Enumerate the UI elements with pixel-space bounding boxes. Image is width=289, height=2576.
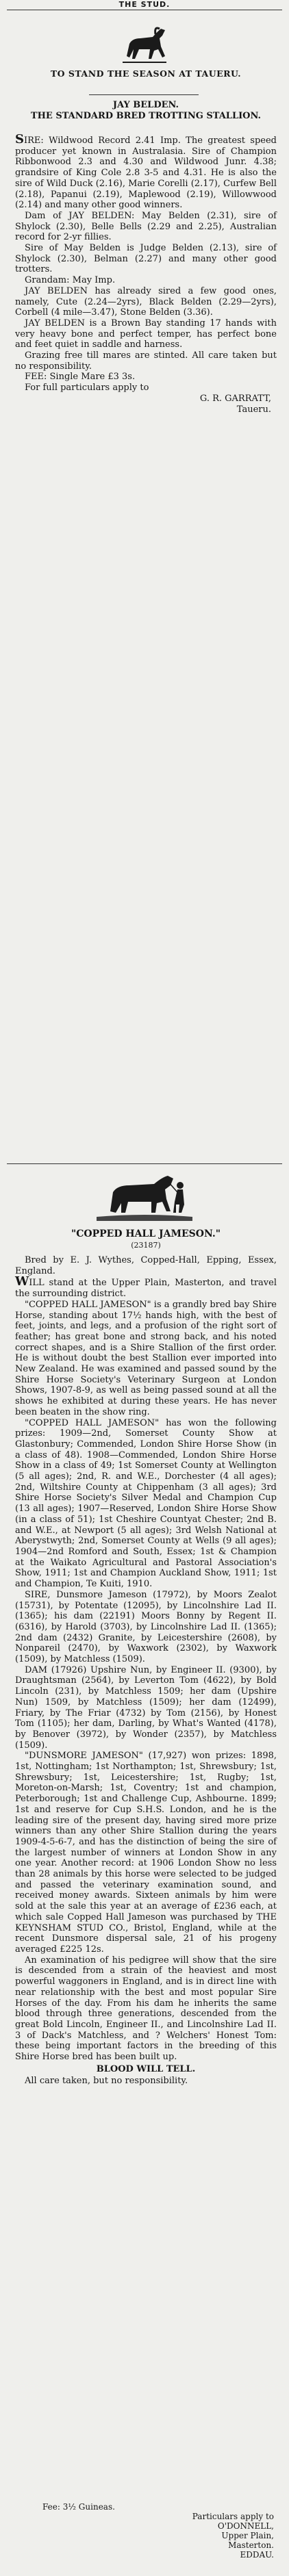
- fee-paragraph: FEE: Single Mare £3 3s.: [25, 372, 136, 383]
- dunsmore-paragraph: "DUNSMORE JAMESON" (17,927) won prizes: 1898, 1st, Nottingham; 1st Northampton; 1st, Shrewsbury; 1st, Shrewsbury; 1st, Leicestershire; 1st, Rugby; 1st, Moreton-on-Marsh; 1st, Coventry; 1st and champion, Peterborough; 1st and Challenge Cup, Ashbourne. 1899; 1st and reserve for Cup S.H.S. London, and he is the leading sire of the present day, having sired more prize winners than any other Shire Stallion during the years 1909-4-5-6-7, and has the distinction of being the sire of the largest number of winners at London Show in any one year. Another record: at 1906 London Show no less than 28 animals by this horse were selected to be judged and passed the veterinary examination sound, and received money awards. Sixteen animals by him were sold at the sale this year at an average of £236 each, at which sale Copped Hall Jameson was purchased by THE KEYNSHAM STUD CO., Bristol, England, while at the recent Dunsmore dispersal sale, 21 of his progeny averaged £225 12s.: [15, 1751, 277, 1955]
- dam-pedigree-paragraph: DAM (17926) Upshire Nun, by Engineer II. (9300), by Draughtsman (2564), by Leverton Tom (4622), by Bold Lincoln (231), by Matchless 1509; her dam (Upshire Nun) 1509, by Matchless (1509); her dam (12499), Friary, by The Friar (4732) by Tom (2156), by Honest Tom (1105); her dam, Darling, by What's Wanted (4178), by Benover (3972), by Wonder (2357), by Matchless (1509).: [15, 1664, 277, 1751]
- responsibility-paragraph: All care taken, but no responsibility.: [25, 2076, 188, 2087]
- ad-jay-belden-body: [15, 134, 277, 415]
- ad-jay-belden-heading: [15, 68, 277, 79]
- grandam-paragraph: Grandam: May Imp.: [25, 275, 116, 286]
- trailing-text: EDDAU.: [240, 2550, 274, 2560]
- stud-number: (23187): [131, 1240, 161, 1250]
- fee-line: [15, 2502, 277, 2512]
- sire-paragraph: SIRE: Wildwood Record 2.41 Imp. The greatest speed producer yet known in Australasia. Sire of Champion Ribbonwood 2.3 and 4.30 and Wildwood Junr. 4.38; grandsire of King Cole 2.8 3-5 and 4.31. He is also the sire of Wild Duck (2.16), Marie Corelli (2.17), Curfew Bell (2.18), Papanui (2.19), Maplewood (2.19), Willowwood (2.14) and many other good winners.: [15, 132, 277, 211]
- trotting-horse-icon: [120, 23, 169, 66]
- sire-pedigree-paragraph: SIRE, Dunsmore Jameson (17972), by Moors Zealot (15731), by Potentate (12095), by Lincolnshire Lad II. (1365); his dam (22191) Moors Bonny by Regent II. (6316), by Harold (3703), by Lincolnshire Lad II. (1365); 2nd dam (2432) Granite, by Leicestershire (2608), by Nonpareil (2470), by Waxwork (2302), by Waxwork (1509), by Matchless (1509).: [15, 1589, 277, 1665]
- stallion-name: "COPPED HALL JAMESON.": [71, 1228, 221, 1239]
- ad-separator: [7, 1163, 282, 1164]
- section-header: THE STUD.: [118, 0, 171, 9]
- divider: [89, 94, 199, 95]
- grazing-paragraph: Grazing free till mares are stinted. All care taken but no responsibility.: [15, 350, 277, 372]
- description-paragraph: "COPPED HALL JAMESON" is a grandly bred bay Shire Horse, standing about 17½ hands high, with the best of feet, joints, and legs, and a profusion of the right sort of feather; has great bone and strong back, and his noted correct shapes, and is a Shire Stallion of the first order. He is without doubt the best Stallion ever imported into New Zealand. He was examined and passed sound by the Shire Horse Society's Veterinary Surgeon at London Shows, 1907-8-9, as well as being passed sound at all the shows he exhibited at during these years. He has never been beaten in the show ring.: [15, 1299, 277, 1417]
- fee-text: Fee: 3½ Guineas.: [42, 2502, 115, 2512]
- apply-text: Particulars apply to: [192, 2512, 274, 2521]
- sire-of-dam-paragraph: Sire of May Belden is Judge Belden (2.13), sire of Shylock (2.30), Belman (2.27) and many other good trotters.: [15, 243, 277, 275]
- dam-paragraph: Dam of JAY BELDEN: May Belden (2.31), sire of Shylock (2.30), Belle Bells (2.29 and 2.25), Australian record for 2-yr fillies.: [15, 210, 277, 243]
- advertiser-town: Masterton.: [228, 2540, 274, 2550]
- advertiser-name: O'DONNELL,: [217, 2521, 274, 2531]
- progeny-paragraph: JAY BELDEN has already sired a few good ones, namely, Cute (2.24—2yrs), Black Belden (2.29—2yrs), Corbell (4 mile—3.47), Stone Belden (3.36).: [15, 285, 277, 318]
- advertiser-location: Taueru.: [236, 404, 271, 415]
- ad-jay-belden-title: [15, 100, 277, 121]
- advertiser-name: G. R. GARRATT,: [199, 393, 271, 404]
- advertiser-block: [171, 2512, 274, 2560]
- prizes-paragraph: "COPPED HALL JAMESON" has won the following prizes: 1909—2nd, Somerset County Show at Glastonbury; Commended, London Shire Horse Show (in a class of 48). 1908—Commended, London Shire Horse Show in a class of 49; 1st Somerset County at Wellington (5 all ages); 2nd, R. and W.E., Dorchester (4 all ages); 2nd, Wiltshire County at Chippenham (3 all ages); 3rd Shire Horse Society's Silver Medal and Champion Cup (13 all ages); 1907—Reserved, London Shire Horse Show (in a class of 51); 1st Cheshire Countyat Chester; 2nd B. and W.E., at Newport (5 all ages); 3rd Welsh National at Aberystwyth; 2nd, Somerset County at Wells (9 all ages); 1904—2nd Romford and South, Essex; 1st & Champion at the Waikato Agricultural and Pastoral Association's Show, 1911; 1st and Champion Auckland Show, 1911; 1st and Champion, Te Kuiti, 1910.: [15, 1417, 277, 1590]
- pedigree-analysis-paragraph: An examination of his pedigree will show that the sire is descended from a strain of the heaviest and most powerful waggoners in England, and is in direct line with near relationship with the best and most popular Sire Horses of the day. From his dam he inherits the same blood through three generations, descended from the great Bold Lincoln, Engineer II., and Lincolnshire Lad II. 3 of Dack's Matchless, and ? Welchers' Honest Tom: these being important factors in the breeding of this Shire Horse bred has been built up.: [15, 1955, 277, 2063]
- bred-by-paragraph: Bred by E. J. Wythes, Copped-Hall, Epping, Essex, England.: [15, 1255, 277, 1276]
- stallion-subtitle: THE STANDARD BRED TROTTING STALLION.: [30, 110, 262, 121]
- stand-paragraph: WILL stand at the Upper Plain, Masterton, and travel the surrounding district.: [15, 1274, 277, 1300]
- ad-copped-hall-body: [15, 1255, 277, 2087]
- description-paragraph: JAY BELDEN is a Brown Bay standing 17 hands with very heavy bone and perfect temper, has perfect bone and feet quiet in saddle and harness.: [15, 318, 277, 350]
- apply-paragraph: For full particulars apply to: [25, 383, 149, 394]
- slogan: BLOOD WILL TELL.: [96, 2063, 196, 2074]
- stand-notice: TO STAND THE SEASON AT TAUERU.: [50, 68, 242, 79]
- stallion-name: JAY BELDEN.: [112, 100, 179, 110]
- shire-horse-with-handler-icon: [97, 1172, 192, 1224]
- advertiser-address: Upper Plain,: [221, 2531, 274, 2540]
- ad-copped-hall-heading: [15, 1229, 277, 1250]
